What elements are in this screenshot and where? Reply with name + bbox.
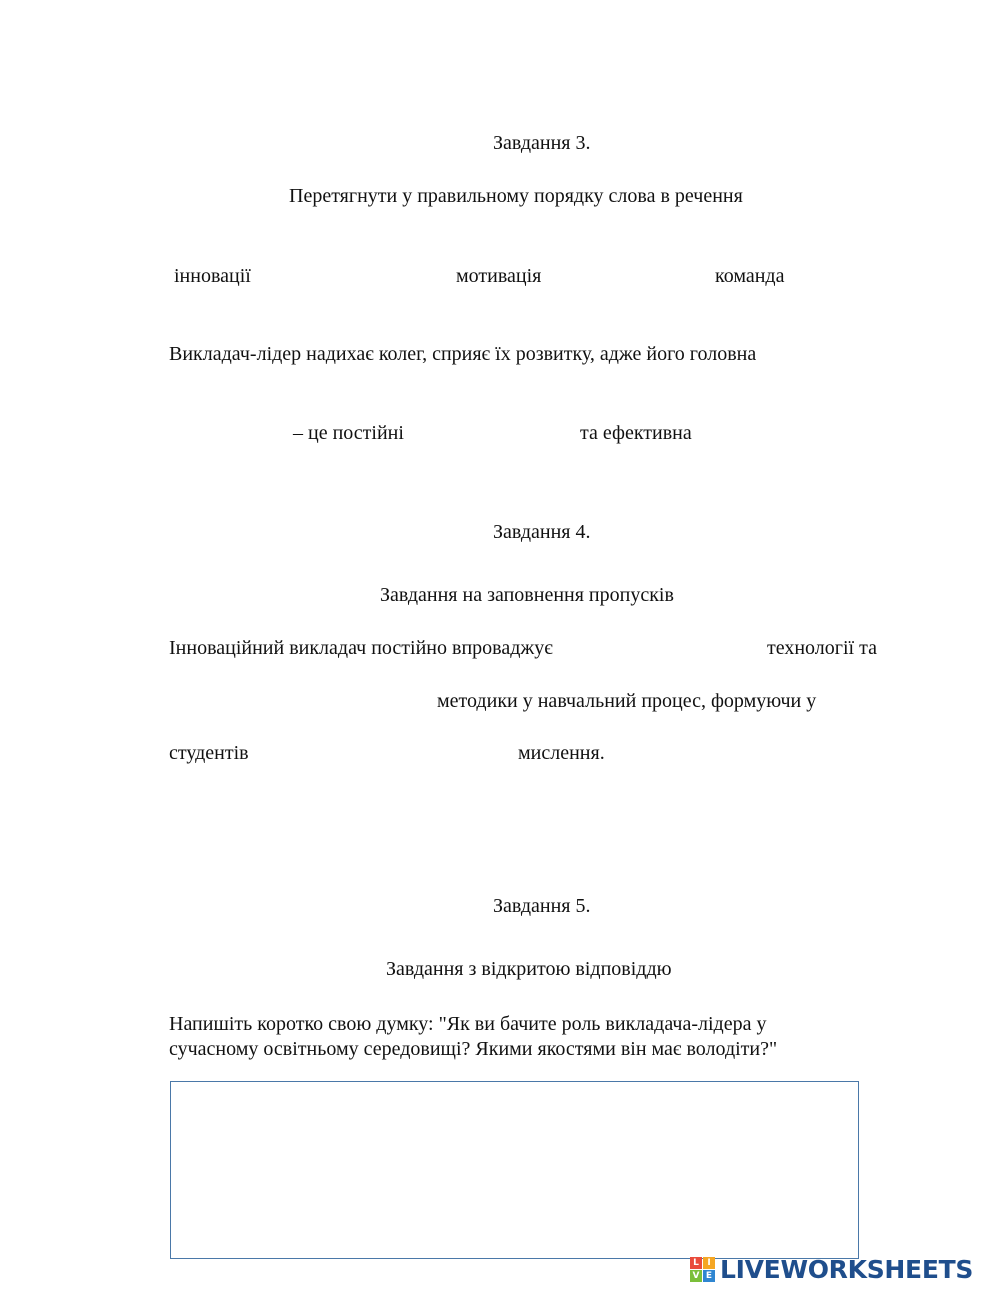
task5-prompt-line2: сучасному освітньому середовищі? Якими якостями він має володіти?": [169, 1038, 778, 1060]
liveworksheets-logo-text: LIVEWORKSHEETS: [720, 1254, 974, 1284]
task3-sentence-line1: Викладач-лідер надихає колег, сприяє їх розвитку, адже його головна: [169, 343, 757, 365]
task3-sentence-part2: – це постійні: [293, 422, 404, 444]
task4-line2: методики у навчальний процес, формуючи у: [437, 690, 817, 712]
logo-mark-v: V: [690, 1270, 702, 1282]
task5-title: Завдання 5.: [493, 895, 591, 917]
drag-word-innovations[interactable]: інновації: [174, 265, 251, 287]
task4-line1-start: Інноваційний викладач постійно впроваджує: [169, 637, 553, 659]
liveworksheets-logo-icon: [690, 1257, 715, 1282]
task4-line1-end: технології та: [767, 637, 877, 659]
task3-instruction: Перетягнути у правильному порядку слова в речення: [289, 185, 743, 207]
task3-sentence-part3: та ефективна: [580, 422, 692, 444]
open-answer-box[interactable]: [170, 1081, 859, 1259]
drag-word-team[interactable]: команда: [715, 265, 785, 287]
logo-mark-e: E: [703, 1270, 715, 1282]
task4-title: Завдання 4.: [493, 521, 591, 543]
task5-instruction: Завдання з відкритою відповіддю: [386, 958, 672, 980]
task4-line3-end: мислення.: [518, 742, 605, 764]
task3-title: Завдання 3.: [493, 132, 591, 154]
task4-instruction: Завдання на заповнення пропусків: [380, 584, 674, 606]
logo-mark-i: I: [703, 1257, 715, 1269]
task4-line3-start: студентів: [169, 742, 249, 764]
task5-prompt-line1: Напишіть коротко свою думку: "Як ви бачите роль викладача-лідера у: [169, 1013, 767, 1035]
drag-word-motivation[interactable]: мотивація: [456, 265, 542, 287]
liveworksheets-logo: [690, 1254, 973, 1284]
logo-mark-l: L: [690, 1257, 702, 1269]
